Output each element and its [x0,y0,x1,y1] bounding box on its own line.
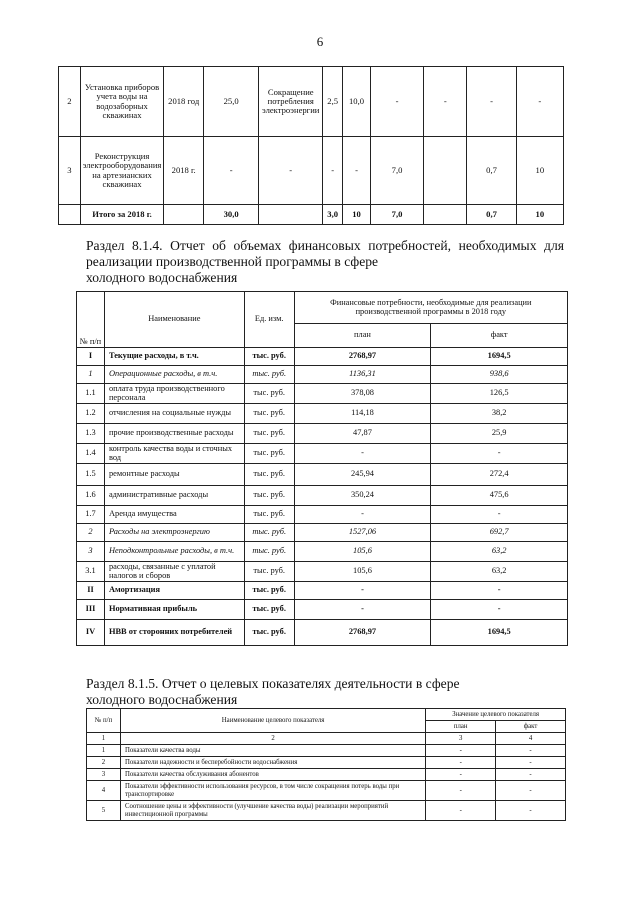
cell-fact: - [496,781,566,801]
cell-fact: - [431,600,568,620]
cell-value: - [204,137,259,205]
cell-name: контроль качества воды и сточных вод [104,444,244,464]
table-row [59,67,564,137]
section-heading-815 [86,676,564,708]
cell-num: 1 [87,745,121,757]
table-row [87,745,566,757]
cell-unit: тыс. руб. [244,348,294,366]
cell-fact: - [431,506,568,524]
page-number: 6 [316,34,324,49]
cell-num: 1.3 [77,424,105,444]
cell-unit: тыс. руб. [244,600,294,620]
cell-unit: тыс. руб. [244,486,294,506]
cell-name: Соотношение цены и эффективности (улучшение качества воды) реализации мероприятий инвестиционной программы [120,801,425,821]
cell-fact: - [496,745,566,757]
cell-fact: 63,2 [431,562,568,582]
cell-num: III [77,600,105,620]
header-unit: Ед. изм. [244,292,294,348]
cell-plan: - [426,757,496,769]
cell-num: 1.7 [77,506,105,524]
table-row [87,801,566,821]
cell-value: 10 [516,205,563,225]
table-row [59,137,564,205]
table-body [87,745,566,821]
table-row [77,348,568,366]
header-group: Значение целевого показателя [426,709,566,721]
cell-value: - [424,67,467,137]
cell-fact: 475,6 [431,486,568,506]
cell-num [59,205,81,225]
cell-value: 0,7 [467,205,516,225]
cell-value: 7,0 [370,205,423,225]
cell-value: - [516,67,563,137]
cell-num: 2 [77,524,105,542]
cell-num: 1.4 [77,444,105,464]
cell-plan: - [426,781,496,801]
total-row [59,205,564,225]
cell-unit: тыс. руб. [244,562,294,582]
header-fact: факт [431,324,568,348]
cell-num: 3 [77,542,105,562]
cell-num: II [77,582,105,600]
cell-fact: - [496,801,566,821]
table-row [77,404,568,424]
table-row [77,582,568,600]
cell-value: - [467,67,516,137]
cell-fact: 938,6 [431,366,568,384]
cell-num: IV [77,620,105,646]
cell-plan: 105,6 [294,562,431,582]
cell-name: Неподконтрольные расходы, в т.ч. [104,542,244,562]
cell-plan: - [294,506,431,524]
cell-unit: тыс. руб. [244,384,294,404]
cell-year: 2018 год [164,67,204,137]
table-row [77,366,568,384]
cell-unit: тыс. руб. [244,620,294,646]
cell-name: Расходы на электроэнергию [104,524,244,542]
cell-fact: 25,9 [431,424,568,444]
cell-name: административные расходы [104,486,244,506]
cell-value: 0,7 [467,137,516,205]
table-header-row [87,709,566,721]
header-plan: план [426,721,496,733]
cell-name: отчисления на социальные нужды [104,404,244,424]
cell-plan: - [294,444,431,464]
cell-value: - [343,137,371,205]
cell-num: 4 [87,781,121,801]
cell-fact: 1694,5 [431,348,568,366]
cell-year [164,205,204,225]
table-row [77,506,568,524]
section-heading-line: холодного водоснабжения [86,270,238,285]
cell-plan: - [426,769,496,781]
cell-num: 3 [87,769,121,781]
table-header-row [77,292,568,324]
cell-name: прочие производственные расходы [104,424,244,444]
cell-name: расходы, связанные с уплатой налогов и сборов [104,562,244,582]
table-row [87,781,566,801]
cell-num: 1.6 [77,486,105,506]
cell-fact: - [431,582,568,600]
cell-fact: - [496,769,566,781]
cell-plan: 105,6 [294,542,431,562]
header-plan: план [294,324,431,348]
cell-plan: 114,18 [294,404,431,424]
table-row [87,769,566,781]
table-row [77,464,568,486]
cell-fact: 272,4 [431,464,568,486]
cell-name: Амортизация [104,582,244,600]
cell-value: 10 [343,205,371,225]
cell-num: 3.1 [77,562,105,582]
column-number-row [87,733,566,745]
cell-year: 2018 г. [164,137,204,205]
table-row [77,524,568,542]
cell-name: Аренда имущества [104,506,244,524]
cell-unit: тыс. руб. [244,506,294,524]
cell-unit: тыс. руб. [244,524,294,542]
table-row [77,444,568,464]
cell-name: НВВ от сторонних потребителей [104,620,244,646]
table-row [77,562,568,582]
cell-num: 3 [59,137,81,205]
header-name: Наименование [104,292,244,348]
cell-plan: 1136,31 [294,366,431,384]
cell-num: 1 [77,366,105,384]
cell-num: 2 [59,67,81,137]
cell-name: Показатели эффективности использования ресурсов, в том числе сокращения потерь воды при транспортировке [120,781,425,801]
cell-plan: 245,94 [294,464,431,486]
cell-value [424,137,467,205]
financial-needs-table [76,291,568,646]
cell-value: 7,0 [370,137,423,205]
target-indicators-table [86,708,566,821]
cell-name: Реконструкция электрооборудования на артезианских скважинах [80,137,164,205]
cell-name: Установка приборов учета воды на водозаборных скважинах [80,67,164,137]
cell-value: 3,0 [323,205,343,225]
cell-plan: 378,08 [294,384,431,404]
cell-unit: тыс. руб. [244,404,294,424]
column-number: 4 [496,733,566,745]
cell-plan: - [426,745,496,757]
section-heading-line: Раздел 8.1.4. Отчет об объемах финансовых потребностей, необходимых для реализации производственной программы в сфере [86,238,564,269]
cell-fact: 1694,5 [431,620,568,646]
cell-num: I [77,348,105,366]
header-name: Наименование целевого показателя [120,709,425,733]
cell-effect: Сокращение потребления электроэнергии [259,67,323,137]
cell-fact: 692,7 [431,524,568,542]
cell-name: Итого за 2018 г. [80,205,164,225]
cell-name: Операционные расходы, в т.ч. [104,366,244,384]
investment-table [58,66,564,225]
cell-name: Текущие расходы, в т.ч. [104,348,244,366]
column-number: 3 [426,733,496,745]
cell-unit: тыс. руб. [244,424,294,444]
section-heading-814 [86,238,564,286]
table-row [77,486,568,506]
cell-plan: 350,24 [294,486,431,506]
cell-effect: - [259,137,323,205]
cell-fact: 126,5 [431,384,568,404]
cell-plan: 2768,97 [294,348,431,366]
cell-unit: тыс. руб. [244,444,294,464]
section-heading-line: холодного водоснабжения [86,692,238,707]
cell-fact: - [431,444,568,464]
cell-value [424,205,467,225]
table-row [77,384,568,404]
cell-name: Нормативная прибыль [104,600,244,620]
cell-num: 1.5 [77,464,105,486]
cell-name: Показатели качества обслуживания абонентов [120,769,425,781]
cell-plan: - [294,600,431,620]
table-row [87,757,566,769]
cell-plan: - [426,801,496,821]
cell-name: ремонтные расходы [104,464,244,486]
header-num: № п/п [87,709,121,733]
table-row [77,620,568,646]
table-row [77,600,568,620]
cell-value: 25,0 [204,67,259,137]
cell-value: - [323,137,343,205]
cell-unit: тыс. руб. [244,366,294,384]
cell-fact: 63,2 [431,542,568,562]
cell-plan: 2768,97 [294,620,431,646]
cell-effect [259,205,323,225]
cell-name: оплата труда производственного персонала [104,384,244,404]
table-body [77,348,568,646]
table-row [77,542,568,562]
cell-value: 10,0 [343,67,371,137]
cell-unit: тыс. руб. [244,464,294,486]
cell-unit: тыс. руб. [244,542,294,562]
column-number: 2 [120,733,425,745]
cell-value: 2,5 [323,67,343,137]
cell-unit: тыс. руб. [244,582,294,600]
cell-value: 30,0 [204,205,259,225]
cell-value: - [370,67,423,137]
cell-fact: - [496,757,566,769]
cell-plan: - [294,582,431,600]
table-row [77,424,568,444]
cell-num: 1.2 [77,404,105,424]
cell-name: Показатели надежности и бесперебойности водоснабжения [120,757,425,769]
cell-value: 10 [516,137,563,205]
cell-plan: 1527,06 [294,524,431,542]
header-num: № п/п [77,292,105,348]
header-group: Финансовые потребности, необходимые для реализации производственной программы в 2018 году [294,292,567,324]
cell-num: 1.1 [77,384,105,404]
cell-num: 5 [87,801,121,821]
cell-name: Показатели качества воды [120,745,425,757]
cell-fact: 38,2 [431,404,568,424]
cell-num: 2 [87,757,121,769]
header-fact: факт [496,721,566,733]
section-heading-line: Раздел 8.1.5. Отчет о целевых показателях деятельности в сфере [86,676,460,691]
column-number: 1 [87,733,121,745]
cell-plan: 47,87 [294,424,431,444]
